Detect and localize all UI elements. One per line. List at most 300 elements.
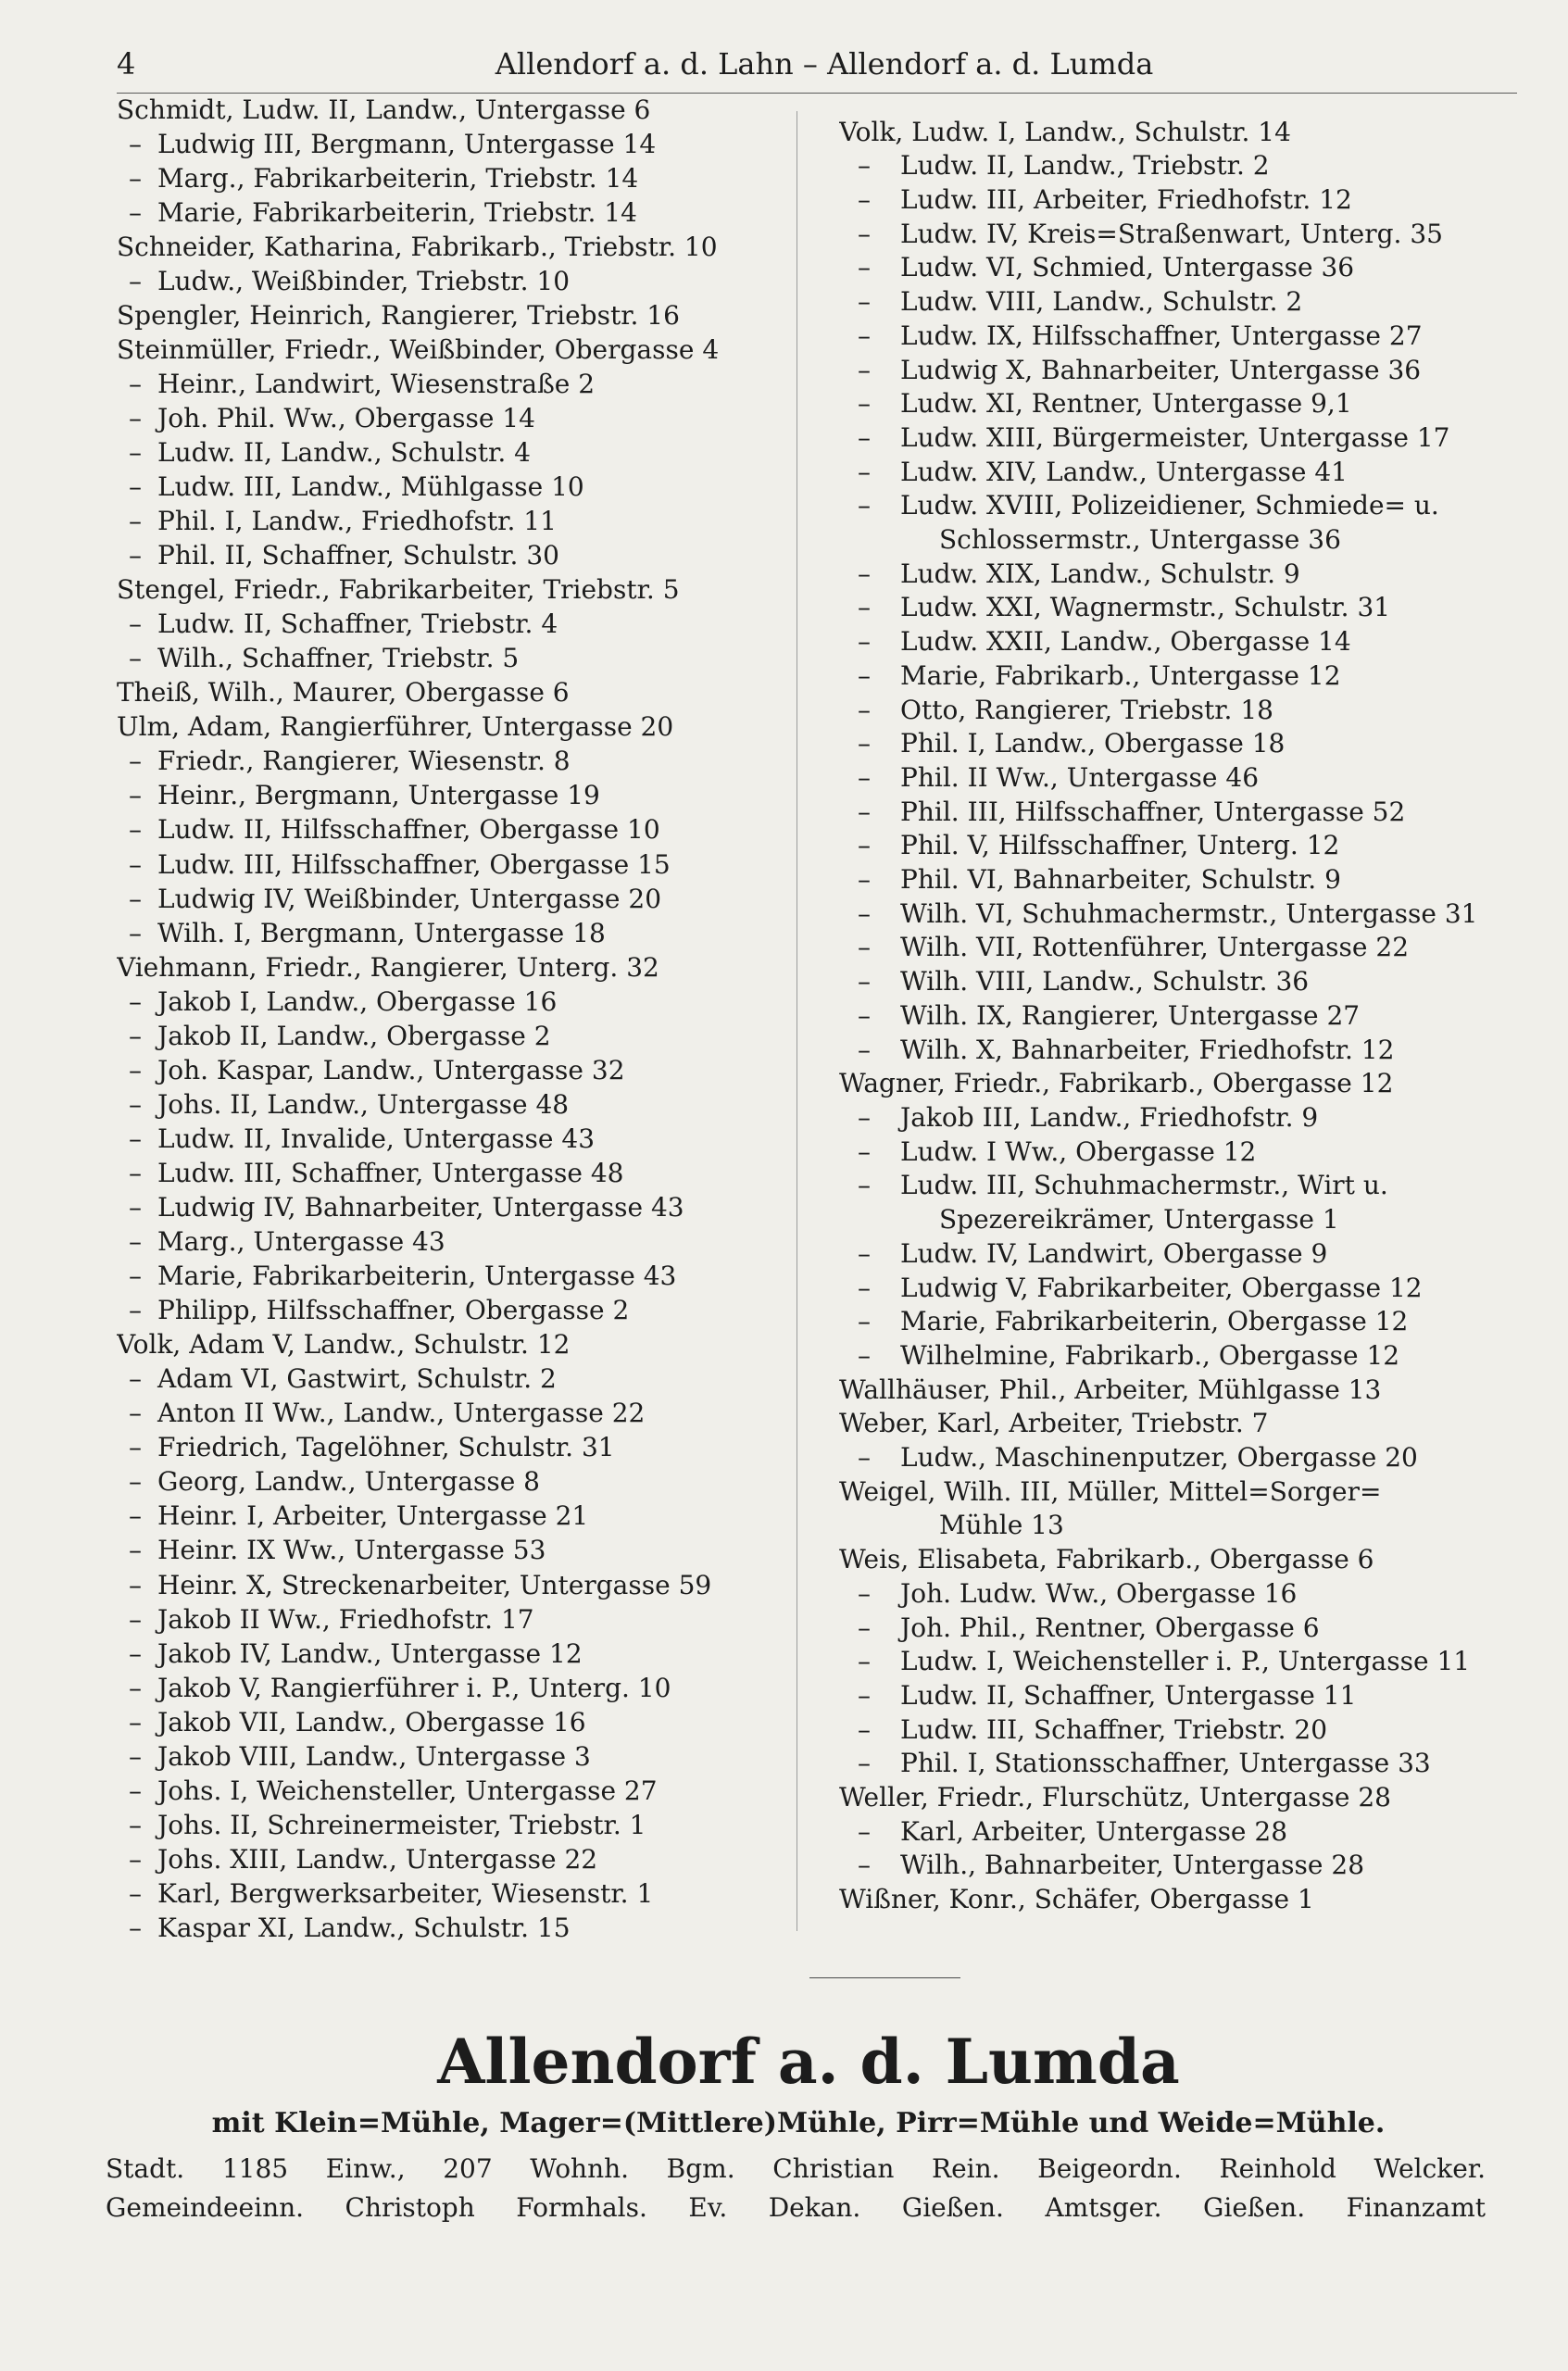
repeat-mark: – — [129, 1637, 142, 1669]
repeat-mark: – — [129, 780, 142, 811]
repeat-mark: – — [858, 864, 871, 896]
directory-column-left — [117, 93, 785, 1949]
entry-text: Ludw. II, Landw., Triebstr. 2 — [900, 150, 1270, 182]
directory-entry — [839, 965, 1519, 999]
directory-entry — [839, 1543, 1519, 1577]
directory-entry — [839, 1577, 1519, 1612]
directory-entry — [839, 694, 1519, 728]
entry-text: Wilh. X, Bahnarbeiter, Friedhofstr. 12 — [900, 1034, 1395, 1065]
repeat-mark: – — [858, 1748, 871, 1779]
repeat-mark: – — [858, 1646, 871, 1677]
directory-entry — [839, 1645, 1519, 1679]
repeat-mark: – — [129, 368, 142, 399]
directory-entry — [117, 641, 785, 675]
entry-text: Phil. III, Hilfsschaffner, Untergasse 52 — [900, 796, 1406, 827]
directory-entry — [117, 1122, 785, 1156]
entry-text: Spezereikrämer, Untergasse 1 — [939, 1204, 1339, 1236]
repeat-mark: – — [129, 162, 142, 194]
repeat-mark: – — [129, 917, 142, 948]
entry-text: Ludw. I Ww., Obergasse 12 — [900, 1135, 1257, 1167]
directory-entry — [117, 1224, 785, 1259]
entry-text: Joh. Kaspar, Landw., Untergasse 32 — [157, 1054, 625, 1085]
directory-entry — [117, 1705, 785, 1739]
entry-text: Phil. II Ww., Untergasse 46 — [900, 761, 1260, 793]
repeat-mark: – — [858, 1679, 871, 1711]
directory-entry — [117, 1774, 785, 1808]
entry-text: Ludw. II, Hilfsschaffner, Obergasse 10 — [157, 814, 660, 846]
directory-entry — [839, 1612, 1519, 1646]
repeat-mark: – — [129, 883, 142, 914]
directory-entry — [117, 1533, 785, 1567]
entry-text: Weigel, Wilh. III, Müller, Mittel=Sorger= — [839, 1475, 1382, 1507]
directory-entry — [839, 116, 1519, 150]
directory-entry — [117, 1911, 785, 1945]
entry-text: Ludw. XVIII, Polizeidiener, Schmiede= u. — [900, 490, 1439, 521]
entry-text: Jakob IV, Landw., Untergasse 12 — [157, 1637, 583, 1669]
directory-entry — [839, 1067, 1519, 1101]
repeat-mark: – — [858, 728, 871, 759]
entry-text: Kaspar XI, Landw., Schulstr. 15 — [157, 1912, 571, 1943]
repeat-mark: – — [858, 252, 871, 283]
entry-text: Ulm, Adam, Rangierführer, Untergasse 20 — [117, 711, 674, 743]
entry-text: Jakob II Ww., Friedhofstr. 17 — [157, 1603, 534, 1635]
directory-entry — [117, 812, 785, 847]
directory-column-right — [839, 116, 1519, 1922]
repeat-mark: – — [129, 1363, 142, 1395]
directory-entry — [117, 93, 785, 127]
repeat-mark: – — [858, 1577, 871, 1609]
entry-text: Jakob III, Landw., Friedhofstr. 9 — [900, 1101, 1319, 1133]
entry-text: Ludw. II, Schaffner, Triebstr. 4 — [157, 608, 558, 640]
entry-text: Ludw. VI, Schmied, Untergasse 36 — [900, 252, 1355, 283]
section-title: Allendorf a. d. Lumda — [437, 2026, 1180, 2098]
directory-entry — [117, 1361, 785, 1396]
directory-entry — [839, 761, 1519, 796]
section-rule — [809, 1977, 960, 1978]
entry-text: Ludwig IV, Weißbinder, Untergasse 20 — [157, 883, 662, 914]
directory-entry — [117, 1019, 785, 1053]
entry-text: Heinr., Bergmann, Untergasse 19 — [157, 780, 600, 811]
repeat-mark: – — [858, 694, 871, 725]
repeat-mark: – — [858, 761, 871, 793]
directory-entry — [117, 367, 785, 401]
directory-entry — [117, 435, 785, 470]
directory-entry — [839, 1374, 1519, 1408]
repeat-mark: – — [129, 540, 142, 571]
repeat-mark: – — [858, 1306, 871, 1337]
repeat-mark: – — [858, 490, 871, 521]
repeat-mark: – — [129, 1157, 142, 1188]
repeat-mark: – — [129, 402, 142, 433]
directory-entry — [839, 523, 1519, 558]
directory-entry — [839, 1679, 1519, 1713]
entry-text: Marg., Fabrikarbeiterin, Triebstr. 14 — [157, 162, 639, 194]
entry-text: Georg, Landw., Untergasse 8 — [157, 1466, 540, 1498]
entry-text: Heinr. IX Ww., Untergasse 53 — [157, 1535, 546, 1566]
repeat-mark: – — [129, 1295, 142, 1326]
entry-text: Ludw. III, Landw., Mühlgasse 10 — [157, 471, 584, 503]
entry-text: Steinmüller, Friedr., Weißbinder, Obergasse 4 — [117, 333, 720, 365]
entry-text: Weber, Karl, Arbeiter, Triebstr. 7 — [839, 1408, 1269, 1439]
directory-entry — [117, 847, 785, 882]
entry-text: Schneider, Katharina, Fabrikarb., Triebstr. 10 — [117, 231, 718, 262]
entry-text: Johs. II, Schreinermeister, Triebstr. 1 — [157, 1809, 646, 1840]
repeat-mark: – — [858, 354, 871, 385]
directory-entry — [117, 1190, 785, 1224]
directory-entry — [117, 401, 785, 435]
entry-text: Wilh. IX, Rangierer, Untergasse 27 — [900, 999, 1361, 1031]
directory-entry — [117, 1876, 785, 1911]
entry-text: Johs. II, Landw., Untergasse 48 — [157, 1088, 570, 1120]
directory-entry — [117, 985, 785, 1019]
entry-text: Weller, Friedr., Flurschütz, Untergasse 28 — [839, 1782, 1391, 1813]
directory-entry — [117, 675, 785, 709]
directory-entry — [117, 1464, 785, 1499]
repeat-mark: – — [858, 796, 871, 827]
entry-text: Viehmann, Friedr., Rangierer, Unterg. 32 — [117, 951, 659, 983]
directory-entry — [839, 1272, 1519, 1306]
directory-entry — [117, 1087, 785, 1122]
entry-text: Ludw. IV, Kreis=Straßenwart, Unterg. 35 — [900, 218, 1443, 249]
entry-text: Jakob I, Landw., Obergasse 16 — [157, 985, 558, 1017]
repeat-mark: – — [858, 1850, 871, 1881]
repeat-mark: – — [858, 1339, 871, 1371]
directory-entry — [839, 320, 1519, 354]
repeat-mark: – — [858, 286, 871, 318]
entry-text: Ludw. IX, Hilfsschaffner, Untergasse 27 — [900, 320, 1423, 351]
directory-entry — [117, 572, 785, 607]
entry-text: Wilh. VI, Schuhmachermstr., Untergasse 31 — [900, 897, 1478, 929]
repeat-mark: – — [129, 471, 142, 503]
directory-entry — [839, 727, 1519, 761]
entry-text: Phil. VI, Bahnarbeiter, Schulstr. 9 — [900, 864, 1341, 896]
entry-text: Philipp, Hilfsschaffner, Obergasse 2 — [157, 1295, 630, 1326]
entry-text: Marie, Fabrikarbeiterin, Obergasse 12 — [900, 1306, 1409, 1337]
directory-entry — [839, 1849, 1519, 1883]
entry-text: Johs. XIII, Landw., Untergasse 22 — [157, 1843, 598, 1875]
directory-entry — [117, 161, 785, 195]
repeat-mark: – — [129, 1535, 142, 1566]
repeat-mark: – — [129, 1192, 142, 1223]
repeat-mark: – — [129, 1020, 142, 1051]
directory-entry — [117, 1808, 785, 1842]
repeat-mark: – — [129, 1912, 142, 1943]
directory-entry — [839, 829, 1519, 863]
repeat-mark: – — [129, 608, 142, 640]
entry-text: Marg., Untergasse 43 — [157, 1226, 445, 1258]
directory-entry — [839, 1441, 1519, 1475]
directory-entry — [117, 607, 785, 641]
directory-entry — [839, 1509, 1519, 1543]
section-subtitle: mit Klein=Mühle, Mager=(Mittlere)Mühle, Pirr=Mühle und Weide=Mühle. — [211, 2107, 1386, 2139]
repeat-mark: – — [129, 1775, 142, 1806]
directory-entry — [117, 1842, 785, 1876]
entry-text: Wilh., Bahnarbeiter, Untergasse 28 — [900, 1850, 1365, 1881]
entry-text: Friedr., Rangierer, Wiesenstr. 8 — [157, 746, 571, 777]
repeat-mark: – — [129, 196, 142, 228]
directory-entry — [117, 1671, 785, 1705]
directory-entry — [117, 538, 785, 572]
entry-text: Adam VI, Gastwirt, Schulstr. 2 — [157, 1363, 557, 1395]
directory-entry — [839, 1815, 1519, 1850]
directory-entry — [839, 1101, 1519, 1135]
repeat-mark: – — [129, 1466, 142, 1498]
repeat-mark: – — [858, 421, 871, 453]
entry-text: Ludw. II, Schaffner, Untergasse 11 — [900, 1679, 1357, 1711]
entry-text: Ludw. XXI, Wagnermstr., Schulstr. 31 — [900, 592, 1391, 623]
entry-text: Ludwig IV, Bahnarbeiter, Untergasse 43 — [157, 1192, 684, 1223]
repeat-mark: – — [129, 1843, 142, 1875]
directory-entry — [839, 659, 1519, 694]
repeat-mark: – — [129, 1877, 142, 1909]
repeat-mark: – — [129, 1261, 142, 1292]
entry-text: Ludw., Weißbinder, Triebstr. 10 — [157, 265, 571, 296]
entry-text: Spengler, Heinrich, Rangierer, Triebstr. 16 — [117, 299, 680, 331]
repeat-mark: – — [858, 1713, 871, 1745]
directory-entry — [117, 1327, 785, 1361]
entry-text: Joh. Phil., Rentner, Obergasse 6 — [900, 1612, 1320, 1643]
entry-text: Wilh. VIII, Landw., Schulstr. 36 — [900, 966, 1310, 997]
directory-entry — [117, 230, 785, 264]
entry-text: Wilh. VII, Rottenführer, Untergasse 22 — [900, 932, 1410, 963]
entry-text: Ludwig V, Fabrikarbeiter, Obergasse 12 — [900, 1272, 1423, 1303]
entry-text: Volk, Ludw. I, Landw., Schulstr. 14 — [839, 116, 1291, 147]
directory-entry — [117, 195, 785, 230]
repeat-mark: – — [858, 830, 871, 861]
entry-text: Phil. I, Stationsschaffner, Untergasse 33 — [900, 1748, 1431, 1779]
entry-text: Heinr. I, Arbeiter, Untergasse 21 — [157, 1500, 589, 1532]
repeat-mark: – — [129, 1569, 142, 1600]
repeat-mark: – — [129, 985, 142, 1017]
directory-entry — [839, 1237, 1519, 1272]
entry-text: Johs. I, Weichensteller, Untergasse 27 — [157, 1775, 658, 1806]
directory-entry — [117, 1499, 785, 1533]
directory-entry — [839, 1475, 1519, 1510]
directory-entry — [839, 999, 1519, 1034]
directory-entry — [839, 183, 1519, 218]
directory-entry — [117, 1637, 785, 1671]
entry-text: Heinr., Landwirt, Wiesenstraße 2 — [157, 368, 596, 399]
entry-text: Ludw. III, Arbeiter, Friedhofstr. 12 — [900, 184, 1352, 215]
entry-text: Ludw. III, Schaffner, Untergasse 48 — [157, 1157, 624, 1188]
repeat-mark: – — [858, 932, 871, 963]
entry-text: Ludw. II, Landw., Schulstr. 4 — [157, 436, 531, 468]
entry-text: Schlossermstr., Untergasse 36 — [939, 524, 1341, 556]
directory-entry — [839, 1747, 1519, 1781]
entry-text: Ludw. XI, Rentner, Untergasse 9,1 — [900, 388, 1352, 420]
entry-text: Phil. V, Hilfsschaffner, Unterg. 12 — [900, 830, 1340, 861]
entry-text: Ludw., Maschinenputzer, Obergasse 20 — [900, 1442, 1418, 1474]
entry-text: Wallhäuser, Phil., Arbeiter, Mühlgasse 13 — [839, 1374, 1382, 1405]
repeat-mark: – — [858, 626, 871, 658]
entry-text: Jakob VII, Landw., Obergasse 16 — [157, 1706, 586, 1737]
entry-text: Joh. Ludw. Ww., Obergasse 16 — [900, 1577, 1298, 1609]
repeat-mark: – — [129, 1398, 142, 1429]
repeat-mark: – — [129, 1054, 142, 1085]
entry-text: Phil. I, Landw., Obergasse 18 — [900, 728, 1286, 759]
entry-text: Ludw. III, Schuhmachermstr., Wirt u. — [900, 1170, 1388, 1201]
entry-text: Jakob VIII, Landw., Untergasse 3 — [157, 1740, 591, 1772]
repeat-mark: – — [129, 1432, 142, 1463]
entry-text: Ludwig X, Bahnarbeiter, Untergasse 36 — [900, 354, 1422, 385]
entry-text: Ludw. XIV, Landw., Untergasse 41 — [900, 456, 1348, 487]
repeat-mark: – — [858, 592, 871, 623]
repeat-mark: – — [129, 1088, 142, 1120]
directory-entry — [839, 897, 1519, 932]
entry-text: Ludw. XXII, Landw., Obergasse 14 — [900, 626, 1351, 658]
repeat-mark: – — [858, 999, 871, 1031]
directory-entry — [117, 709, 785, 744]
directory-entry — [117, 1568, 785, 1602]
running-head: Allendorf a. d. Lahn – Allendorf a. d. Lumda — [495, 46, 1154, 82]
repeat-mark: – — [858, 184, 871, 215]
directory-entry — [117, 1156, 785, 1190]
repeat-mark: – — [129, 1809, 142, 1840]
entry-text: Theiß, Wilh., Maurer, Obergasse 6 — [117, 677, 570, 709]
repeat-mark: – — [858, 558, 871, 589]
entry-text: Karl, Arbeiter, Untergasse 28 — [900, 1815, 1288, 1847]
town-facts-line: Stadt. 1185 Einw., 207 Wohnh. Bgm. Christian Rein. Beigeordn. Reinhold Welcker. — [106, 2153, 1486, 2184]
directory-entry — [839, 591, 1519, 625]
repeat-mark: – — [858, 320, 871, 351]
entry-text: Ludw. I, Weichensteller i. P., Untergasse 11 — [900, 1646, 1471, 1677]
directory-entry — [839, 1339, 1519, 1374]
repeat-mark: – — [129, 1500, 142, 1532]
directory-entry — [117, 882, 785, 916]
repeat-mark: – — [858, 966, 871, 997]
directory-entry — [839, 1203, 1519, 1237]
directory-entry — [117, 264, 785, 298]
directory-entry — [839, 1305, 1519, 1339]
repeat-mark: – — [858, 659, 871, 691]
repeat-mark: – — [129, 1672, 142, 1703]
repeat-mark: – — [858, 456, 871, 487]
repeat-mark: – — [858, 1272, 871, 1303]
directory-entry — [117, 1602, 785, 1637]
directory-entry — [117, 504, 785, 538]
entry-text: Schmidt, Ludw. II, Landw., Untergasse 6 — [117, 94, 651, 125]
directory-entry — [117, 1053, 785, 1087]
repeat-mark: – — [858, 1237, 871, 1269]
repeat-mark: – — [858, 1442, 871, 1474]
entry-text: Wißner, Konr., Schäfer, Obergasse 1 — [839, 1884, 1314, 1915]
entry-text: Ludw. XIII, Bürgermeister, Untergasse 17 — [900, 421, 1450, 453]
repeat-mark: – — [129, 1603, 142, 1635]
entry-text: Anton II Ww., Landw., Untergasse 22 — [157, 1398, 646, 1429]
entry-text: Ludwig III, Bergmann, Untergasse 14 — [157, 128, 657, 159]
directory-entry — [117, 298, 785, 332]
repeat-mark: – — [858, 1815, 871, 1847]
directory-entry — [839, 558, 1519, 592]
repeat-mark: – — [858, 1135, 871, 1167]
entry-text: Phil. II, Schaffner, Schulstr. 30 — [157, 540, 559, 571]
directory-entry — [839, 218, 1519, 252]
directory-entry — [839, 625, 1519, 659]
repeat-mark: – — [129, 814, 142, 846]
directory-entry — [839, 354, 1519, 388]
entry-text: Heinr. X, Streckenarbeiter, Untergasse 59 — [157, 1569, 712, 1600]
entry-text: Marie, Fabrikarb., Untergasse 12 — [900, 659, 1341, 691]
entry-text: Volk, Adam V, Landw., Schulstr. 12 — [117, 1329, 571, 1361]
directory-entry — [839, 149, 1519, 183]
entry-text: Mühle 13 — [939, 1510, 1064, 1541]
directory-entry — [839, 285, 1519, 320]
repeat-mark: – — [858, 150, 871, 182]
entry-text: Ludw. II, Invalide, Untergasse 43 — [157, 1123, 596, 1154]
repeat-mark: – — [858, 1612, 871, 1643]
directory-entry — [839, 931, 1519, 965]
entry-text: Jakob II, Landw., Obergasse 2 — [157, 1020, 551, 1051]
page-number: 4 — [117, 46, 136, 82]
repeat-mark: – — [858, 1170, 871, 1201]
directory-entry — [117, 1739, 785, 1774]
directory-entry — [839, 1781, 1519, 1815]
directory-entry — [839, 251, 1519, 285]
entry-text: Marie, Fabrikarbeiterin, Triebstr. 14 — [157, 196, 637, 228]
repeat-mark: – — [129, 643, 142, 674]
repeat-mark: – — [129, 1123, 142, 1154]
directory-entry — [839, 1034, 1519, 1068]
directory-entry — [839, 1407, 1519, 1441]
entry-text: Wilh., Schaffner, Triebstr. 5 — [157, 643, 520, 674]
directory-entry — [117, 916, 785, 950]
entry-text: Ludw. IV, Landwirt, Obergasse 9 — [900, 1237, 1328, 1269]
entry-text: Marie, Fabrikarbeiterin, Untergasse 43 — [157, 1261, 677, 1292]
directory-entry — [839, 1883, 1519, 1917]
directory-entry — [117, 950, 785, 985]
entry-text: Wilhelmine, Fabrikarb., Obergasse 12 — [900, 1339, 1400, 1371]
repeat-mark: – — [858, 218, 871, 249]
directory-entry — [839, 1713, 1519, 1748]
entry-text: Weis, Elisabeta, Fabrikarb., Obergasse 6 — [839, 1544, 1374, 1575]
directory-entry — [117, 470, 785, 504]
directory-entry — [839, 421, 1519, 456]
directory-entry — [117, 127, 785, 161]
repeat-mark: – — [858, 1101, 871, 1133]
repeat-mark: – — [129, 436, 142, 468]
directory-entry — [839, 489, 1519, 523]
directory-entry — [839, 387, 1519, 421]
entry-text: Ludw. III, Schaffner, Triebstr. 20 — [900, 1713, 1328, 1745]
repeat-mark: – — [129, 848, 142, 880]
entry-text: Wilh. I, Bergmann, Untergasse 18 — [157, 917, 606, 948]
entry-text: Wagner, Friedr., Fabrikarb., Obergasse 12 — [839, 1068, 1394, 1099]
repeat-mark: – — [858, 897, 871, 929]
directory-entry — [839, 456, 1519, 490]
repeat-mark: – — [129, 265, 142, 296]
entry-text: Ludw. VIII, Landw., Schulstr. 2 — [900, 286, 1303, 318]
directory-entry — [117, 1396, 785, 1430]
entry-text: Joh. Phil. Ww., Obergasse 14 — [157, 402, 535, 433]
repeat-mark: – — [129, 1706, 142, 1737]
repeat-mark: – — [858, 1034, 871, 1065]
entry-text: Ludw. III, Hilfsschaffner, Obergasse 15 — [157, 848, 671, 880]
repeat-mark: – — [858, 388, 871, 420]
repeat-mark: – — [129, 1740, 142, 1772]
directory-entry — [117, 1430, 785, 1464]
entry-text: Stengel, Friedr., Fabrikarbeiter, Triebstr. 5 — [117, 574, 680, 606]
repeat-mark: – — [129, 128, 142, 159]
entry-text: Jakob V, Rangierführer i. P., Unterg. 10 — [157, 1672, 671, 1703]
entry-text: Friedrich, Tagelöhner, Schulstr. 31 — [157, 1432, 615, 1463]
entry-text: Karl, Bergwerksarbeiter, Wiesenstr. 1 — [157, 1877, 654, 1909]
directory-entry — [117, 1293, 785, 1327]
town-facts-line: Gemeindeeinn. Christoph Formhals. Ev. Dekan. Gießen. Amtsger. Gießen. Finanzamt — [106, 2192, 1486, 2223]
entry-text: Phil. I, Landw., Friedhofstr. 11 — [157, 506, 557, 537]
directory-entry — [839, 863, 1519, 897]
directory-entry — [117, 744, 785, 778]
directory-entry — [839, 1135, 1519, 1170]
